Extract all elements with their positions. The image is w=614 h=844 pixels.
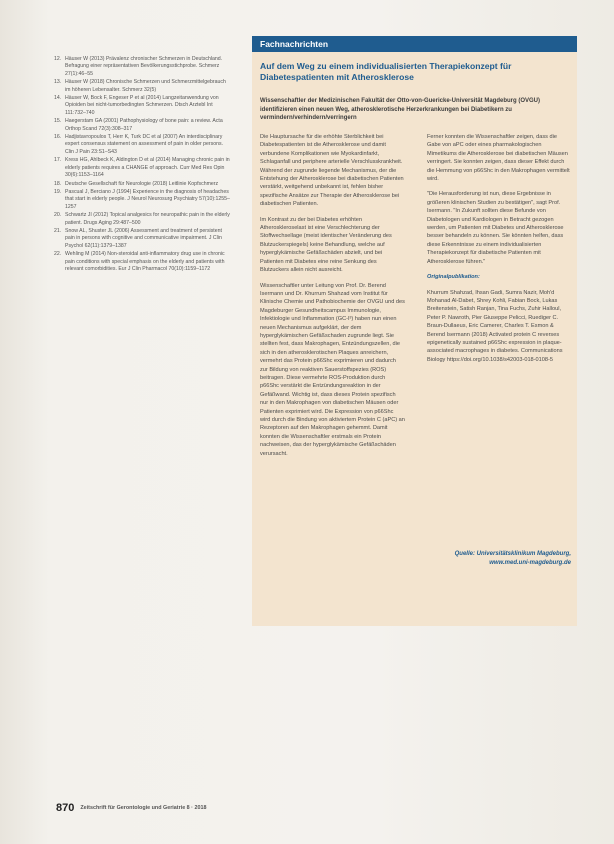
reference-text: Schwartz JI (2012) Topical analgesics for neuropathic pain in the elderly patient. Drugs Aging 29:487–500 [65,212,230,226]
reference-item [54,134,232,156]
reference-number: 15. [54,118,62,125]
reference-item [54,56,232,78]
reference-item [54,79,232,94]
article-paragraph: Wissenschaftler unter Leitung von Prof. Dr. Berend Isermann und Dr. Khurrum Shahzad vom Institut für Klinische Chemie und Pathobiochemie der OVGU und des Magdeburger Gesundheitscampus Immunologie, Infektiologie und Inflammation (GC-I³) haben nun einen neuen Mechanismus aufgeklärt, der dem hyperglykämischen Gefäßschaden zugrunde liegt. Sie stellten fest, dass Makrophagen, Entzündungszellen, die sich in den atherosklerotischen Plaques anreichern, vermehrt das Protein p66Shc exprimieren und dadurch zur Bildung von reaktiven Sauerstoffspezies (ROS) beitragen. Diese vermehrte ROS-Produktion durch p66Shc verstärkt die Entzündungsreaktion in der Gefäßwand. Wichtig ist, dass dieses Protein spezifisch nur in den Makrophagen von diabetischen Mäusen oder Patienten exprimiert wird. Die Expression von p66Shc wird durch die Bindung von aktiviertem Protein C (aPC) an Rezeptoren auf den Makrophagen gehemmt. Damit konnten die Wissenschaftler erstmals ein Protein nachweisen, das der hyperglykämische Gefäßschäden verursacht. [260,282,405,457]
article-title: Auf dem Weg zu einem individualisierten Therapiekonzept für Diabetespatienten mit Atherosklerose [260,61,512,82]
reference-text: Snow AL, Shuster JL (2006) Assessment and treatment of persistent pain in persons with cognitive and communicative impairment. J Clin Psychol 62(11):1379–1387 [65,227,222,249]
reference-number: 22. [54,251,62,258]
journal-name: Zeitschrift für Gerontologie und Geriatrie 8 · 2018 [80,805,207,811]
reference-number: 20. [54,212,62,219]
reference-item [54,181,232,188]
page-number: 870 [56,802,75,814]
reference-text: Hadjistavropoulos T, Herr K, Turk DC et al (2007) An interdisciplinary expert consensus statement on assessment of pain in older persons. Clin J Pain 23:S1–S43 [65,134,224,155]
article-paragraph: Die Hauptursache für die erhöhte Sterblichkeit bei Diabetespatienten ist die Atherosklerose und damit verbundene Komplikationen wie Myokardinfarkt, Schlaganfall und periphere arterielle Verschlusskrankheit. Während der zugrunde liegende Mechanismus, der die Entstehung der Atherosklerose bei diabetischen Patienten verstärkt, weitgehend unbekannt ist, fehlen bisher spezifische Ansätze zur Therapie der Atherosklerose bei diabetischen Patienten. [260,134,404,208]
source-credit: Quelle: Universitätsklinikum Magdeburg, www.med.uni-magdeburg.de [454,551,571,566]
reference-number: 19. [54,188,62,195]
reference-list [54,56,232,274]
reference-number: 13. [54,79,62,86]
reference-item [54,118,232,133]
article-paragraph: "Die Herausforderung ist nun, diese Ergebnisse in größeren klinischen Studien zu bestätigen", sagt Prof. Isermann. "In Zukunft sollten diese Befunde von Diabetologen und Kardiologen in Betracht gezogen werden, um Patienten mit Diabetes und Atherosklerose besser behandeln zu können. Sie könnten helfen, dass diese Erkenntnisse zu einem individualisierten Therapiekonzept für diabetische Patienten mit Atherosklerose führen." [427,191,564,265]
article-paragraph: Im Kontrast zu der bei Diabetes erhöhten Atheroskleroselast ist eine Verschlechterung der Stoffwechsellage (meist identischer Veränderung des Blutzuckerspiegels) keine Behandlung, welche auf hyperglykämische Gefäßschäden abzielt, und bei Patienten mit Diabetes eine reine Senkung des Blutzuckers allein nicht ausreicht. [260,216,392,274]
reference-text: Deutsche Gesellschaft für Neurologie (2018) Leitlinie Kopfschmerz [65,180,219,187]
section-header: Fachnachrichten [252,36,577,52]
reference-text: Häuser W (2013) Prävalenz chronischer Schmerzen in Deutschland. Befragung einer repräsentativen Bevölkerungsstichprobe. Schmerz 27(1):46–55 [65,56,223,77]
reference-number: 18. [54,180,62,187]
reference-item [54,189,232,211]
reference-number: 21. [54,227,62,234]
reference-item [54,212,232,227]
reference-text: Kress HG, Ahlbeck K, Aldington D et al (2014) Managing chronic pain in elderly patients requires a CHANGE of approach. Curr Med Res Opin 30(6):1153–1164 [65,157,230,179]
article-left-column [260,133,405,465]
reference-text: Häuser W (2018) Chronische Schmerzen und Schmerzmittelgebrauch im höheren Lebensalter. Schmerz 32(5) [65,79,226,93]
reference-number: 12. [54,56,62,62]
reference-item [54,228,232,250]
article-paragraph: Ferner konnten die Wissenschaftler zeigen, dass die Gabe von aPC oder eines pharmakologischen Mimetikums die Atherosklerose bei diabetischen Mäusen verringert. Sie konnten zeigen, dass dieser Effekt durch die Hemmung von p66Shc in den Makrophagen vermittelt wird. [427,134,570,183]
reference-text: Haegerstam GA (2001) Pathophysiology of bone pain: a review. Acta Orthop Scand 72(3):308–317 [65,118,223,132]
publication-heading: Originalpublikation: [427,274,480,281]
reference-item [54,95,232,117]
reference-number: 16. [54,134,62,141]
reference-item [54,157,232,179]
reference-number: 17. [54,157,62,164]
reference-text: Pascual J, Berciano J (1994) Experience in the diagnosis of headaches that start in elderly people. J Neurol Neurosurg Psychiatry 57(10):1255–1257 [65,188,230,210]
article-right-column [427,133,571,371]
reference-number: 14. [54,95,62,102]
reference-item [54,251,232,273]
page-footer [56,800,206,816]
publication-citation: Khurrum Shahzad, Ihsan Gadi, Sumra Nazir, Moh'd Mohanad Al-Dabet, Shrey Kohli, Fabian Bock, Lukas Breitenstein, Satish Ranjan, Tina Fuchs, Zuhir Halloul, Peter P. Nawroth, Pier Giuseppe Pelicci, Ruediger C. Braun-Dullaeus, Eric Camerer, Charles T. Esmon & Berend Isermann (2018) Activated protein C reverses epigenetically sustained p66Shc expression in plaque-associated macrophages in diabetes. Communications Biology https://doi.org/10.1038/s42003-018-0108-5 [427,289,563,363]
reference-text: Häuser W, Bock F, Engeser P et al (2014) Langzeitanwendung von Opioiden bei nicht-tumorbedingten Schmerzen. Dtsch Arztebl Int 111:732–740 [65,95,219,116]
reference-text: Wehling M (2014) Non-steroidal anti-inflammatory drug use in chronic pain conditions with special emphasis on the elderly and patients with relevant comorbidities. Eur J Clin Pharmacol 70(10):1159–1172 [65,251,225,272]
article-lead: Wissenschaftler der Medizinischen Fakultät der Otto-von-Guericke-Universität Magdeburg (OVGU) identifizieren einen neuen Weg, atherosklerotische Herzerkrankungen bei Diabetikern zu vermindern/verhindern/verringern [260,98,540,122]
